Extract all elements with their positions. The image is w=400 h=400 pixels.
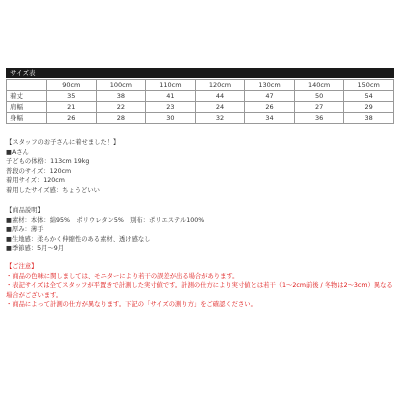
table-cell: 35 [47,91,97,102]
table-row [7,113,394,124]
table-cell: 36 [294,113,344,124]
table-cell: 27 [294,102,344,113]
staff-line: ■Aさん [6,148,29,156]
table-row [7,91,394,102]
table-cell: 38 [96,91,146,102]
staff-line: 着用サイズ：120cm [6,177,65,184]
product-line: ■厚み：薄手 [6,226,44,233]
product-line: ■生地感：柔らかく伸縮性のある素材、透け感なし [6,235,151,243]
row-label: 肩幅 [7,102,47,113]
staff-section [6,138,394,195]
table-row [7,102,394,113]
size-table-header-row [7,80,394,91]
table-cell: 34 [245,113,295,124]
size-table-corner [7,80,47,91]
size-column-header: 120cm [195,80,245,91]
size-column-header: 100cm [96,80,146,91]
product-section [6,206,394,254]
table-cell: 29 [344,102,394,113]
size-column-header: 140cm [294,80,344,91]
size-column-header: 150cm [344,80,394,91]
table-cell: 50 [294,91,344,102]
staff-section-title: 【スタッフのお子さんに着せました！】 [6,139,120,146]
notes-section [6,262,394,310]
table-cell: 23 [146,102,196,113]
note-line: ・商品によって計測の仕方が異なります。下記の「サイズの測り方」をご確認ください。 [6,301,257,308]
table-cell: 38 [344,113,394,124]
table-cell: 26 [47,113,97,124]
table-cell: 24 [195,102,245,113]
table-cell: 30 [146,113,196,124]
row-label: 身幅 [7,113,47,124]
size-column-header: 130cm [245,80,295,91]
product-section-title: 【商品説明】 [6,207,44,214]
product-line: ■季節感：5月～9月 [6,245,65,252]
staff-line: 子どもの体格：113cm 19kg [6,158,90,165]
staff-line: 普段のサイズ：120cm [6,167,72,175]
product-line: ■素材：本体：綿95% ポリウレタン5% 別布：ポリエステル100% [6,216,205,224]
table-cell: 54 [344,91,394,102]
size-column-header: 90cm [47,80,97,91]
row-label: 着丈 [7,91,47,102]
note-line: ・表記サイズは全てスタッフが平置きで計測した実寸値です。計測の仕方により実寸値とは若干（1～2cm前後 / 冬物は2～3cm）異なる場合がございます。 [6,282,393,299]
notes-section-title: 【ご注意】 [6,263,38,270]
size-table-heading: サイズ表 [6,68,394,78]
table-cell: 26 [245,102,295,113]
table-cell: 21 [47,102,97,113]
table-cell: 22 [96,102,146,113]
size-table [6,79,394,124]
table-cell: 28 [96,113,146,124]
size-column-header: 110cm [146,80,196,91]
table-cell: 41 [146,91,196,102]
note-line: ・商品の色味に関しましては、モニターにより若干の誤差が出る場合があります。 [6,272,239,280]
staff-line: 着用したサイズ感：ちょうどいい [6,186,100,194]
table-cell: 32 [195,113,245,124]
table-cell: 47 [245,91,295,102]
table-cell: 44 [195,91,245,102]
